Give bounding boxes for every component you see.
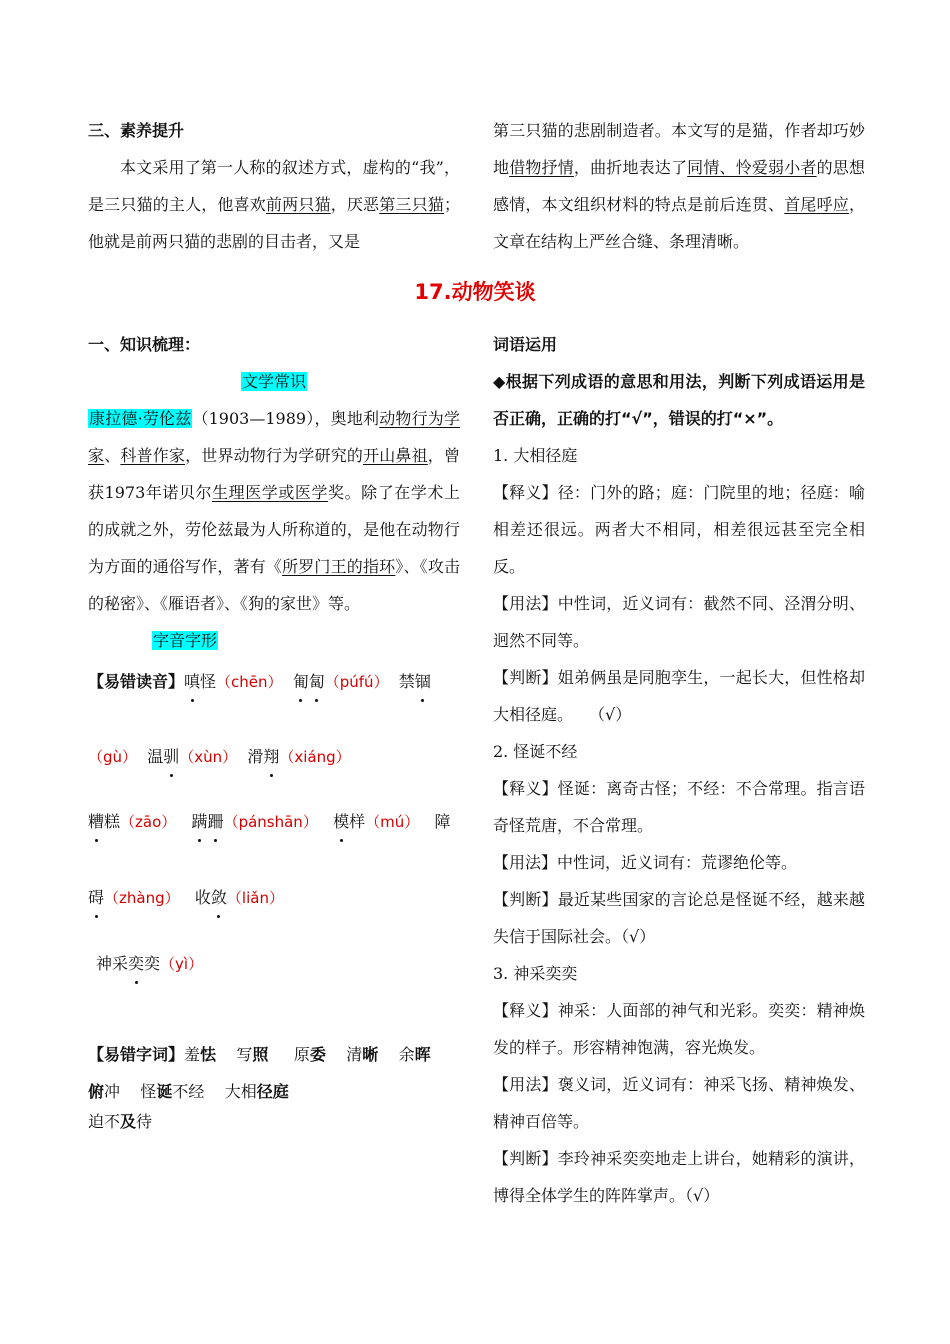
text: 本文采用了第一人称的叙述方式，虚构的“我”，是三只猫的主人，他喜欢 bbox=[88, 158, 460, 214]
idiom-yongfa: 【用法】褒义词，近义词有：神采飞扬、精神焕发、精神百倍等。 bbox=[493, 1075, 865, 1131]
suyang-paragraph-continued bbox=[493, 112, 865, 260]
idiom-panduan: 【判断】李玲神采奕奕地走上讲台，她精彩的演讲，博得全体学生的阵阵掌声。（√） bbox=[493, 1149, 865, 1205]
pinyin: （zhàng） bbox=[104, 889, 180, 907]
dotted-char: 奕 bbox=[128, 945, 144, 982]
section-heading-zhishi: 一、知识梳理： bbox=[88, 335, 201, 354]
pron-item bbox=[192, 812, 318, 831]
author-name: 康拉德·劳伦兹 bbox=[89, 409, 192, 428]
underlined-term: 同情、怜爱弱小者 bbox=[687, 158, 817, 177]
pron-line-4 bbox=[88, 879, 460, 917]
instruction: ◆根据下列成语的意思和用法，判断下列成语运用是否正确，正确的打“√”，错误的打“×”。 bbox=[493, 372, 865, 428]
pron-item: 禁锢 bbox=[399, 672, 431, 691]
dotted-char: 糟 bbox=[88, 803, 104, 840]
text: ，文章在结构上严丝合缝、条理清晰。 bbox=[493, 195, 865, 251]
right-column bbox=[493, 326, 865, 1214]
pron-item: 滑翔（xiáng） bbox=[247, 747, 350, 766]
pron-item: 温驯（xùn） bbox=[147, 747, 237, 766]
pron-item: 收敛（liǎn） bbox=[195, 888, 284, 907]
text: ，曾获1973年诺贝尔 bbox=[88, 446, 460, 502]
pron-item bbox=[293, 672, 389, 691]
pinyin: （mú） bbox=[365, 813, 420, 831]
underlined-term: 第三只猫 bbox=[379, 195, 444, 214]
idiom-title: 3. 神采奕奕 bbox=[493, 964, 578, 983]
pron-line-2 bbox=[88, 738, 460, 776]
text: 》、《攻击的秘密》、《雁语者》、《狗的家世》等。 bbox=[88, 557, 460, 613]
dotted-char: 锢 bbox=[415, 663, 431, 700]
text: 奖。除了在学术上的成就之外，劳伦兹最为人所称道的，是他在动物行为方面的通俗写作，著有《 bbox=[88, 483, 460, 576]
pron-line-5: 神采奕奕（yì） bbox=[88, 945, 460, 983]
pron-item: 模样（mú） bbox=[333, 812, 419, 831]
idiom-item-3 bbox=[493, 955, 865, 1214]
text: （1903—1989），奥地利 bbox=[192, 409, 380, 428]
pron-line-3 bbox=[88, 803, 460, 841]
pinyin: （zāo） bbox=[120, 813, 177, 831]
dotted-char: 匍 bbox=[293, 663, 309, 700]
pinyin: （chēn） bbox=[216, 673, 283, 691]
text: 、 bbox=[104, 446, 121, 465]
pron-label: 【易错读音】 bbox=[88, 672, 185, 691]
underlined-term: 首尾呼应 bbox=[784, 195, 849, 214]
underlined-term: 前两只猫 bbox=[265, 195, 331, 214]
idiom-shiyi: 【释义】怪诞：离奇古怪；不经：不合常理。指言语奇怪荒唐，不合常理。 bbox=[493, 779, 865, 835]
words-line-1: 【易错字词】羞怯 写照 原委 清晰 余晖 bbox=[88, 1045, 431, 1064]
dotted-char: 蹒 bbox=[192, 803, 208, 840]
pinyin: （xiáng） bbox=[279, 748, 351, 766]
label-lit-row bbox=[88, 363, 460, 400]
pron-item: 嗔怪（chēn） bbox=[184, 672, 283, 691]
dotted-char: 碍 bbox=[88, 879, 104, 916]
text: ，厌恶 bbox=[330, 195, 380, 214]
dotted-char: 跚 bbox=[208, 803, 224, 840]
underlined-term: 借物抒情 bbox=[509, 158, 574, 177]
suyang-paragraph bbox=[88, 149, 460, 260]
pron-line-1 bbox=[88, 663, 460, 701]
pinyin: （púfú） bbox=[324, 673, 389, 691]
idiom-panduan: 【判断】姐弟俩虽是同胞孪生，一起长大，但性格却大相径庭。 （√） bbox=[493, 668, 865, 724]
idiom-shiyi: 【释义】神采：人面部的神气和光彩。奕奕：精神焕发的样子。形容精神饱满，容光焕发。 bbox=[493, 1001, 865, 1057]
dotted-char: 驯 bbox=[163, 738, 179, 775]
idiom-panduan: 【判断】最近某些国家的言论总是怪诞不经，越来越失信于国际社会。（√） bbox=[493, 890, 865, 946]
idiom-yongfa: 【用法】中性词，近义词有：荒谬绝伦等。 bbox=[493, 853, 798, 872]
words-line-3: 迫不及待 bbox=[88, 1112, 153, 1131]
text: 的思想感情，本文组织材料的特点是前后连贯、 bbox=[493, 158, 865, 214]
left-column bbox=[88, 326, 460, 1134]
underlined-term: 所罗门王的指环 bbox=[282, 557, 396, 576]
underlined-term: 科普作家 bbox=[120, 446, 186, 465]
top-right-section bbox=[493, 112, 865, 260]
pron-item: 糟糕（zāo） bbox=[88, 812, 176, 831]
label-char-row bbox=[88, 622, 460, 659]
dotted-char: 模 bbox=[333, 803, 349, 840]
underlined-term: 开山鼻祖 bbox=[363, 446, 428, 465]
pinyin: （liǎn） bbox=[226, 889, 284, 907]
underlined-term: 动物行为学家 bbox=[88, 409, 460, 465]
dotted-char: 嗔 bbox=[184, 663, 200, 700]
text: 第三只猫的悲剧制造者。本文写的是猫，作者却巧妙地 bbox=[493, 121, 865, 177]
idiom-item-2 bbox=[493, 733, 865, 955]
pinyin: （xùn） bbox=[179, 748, 238, 766]
idiom-item-1 bbox=[493, 437, 865, 733]
text: ，曲折地表达了 bbox=[573, 158, 688, 177]
section-heading-suyang: 三、素养提升 bbox=[88, 121, 185, 140]
dotted-char: 匐 bbox=[309, 663, 325, 700]
text: 障 bbox=[434, 812, 451, 831]
lit-paragraph bbox=[88, 400, 460, 622]
label-wenxue-changshi: 文学常识 bbox=[241, 372, 306, 391]
text: ，世界动物行为学研究的 bbox=[185, 446, 364, 465]
idiom-title: 2. 怪诞不经 bbox=[493, 742, 578, 761]
pinyin: （yì） bbox=[160, 955, 204, 973]
pronunciation-block bbox=[88, 663, 460, 983]
label-ziyin-zixing: 字音字形 bbox=[153, 631, 218, 650]
pinyin: （pánshān） bbox=[223, 813, 318, 831]
idiom-yongfa: 【用法】中性词，近义词有：截然不同、泾渭分明、迥然不同等。 bbox=[493, 594, 865, 650]
dotted-char: 翔 bbox=[263, 738, 279, 775]
section-heading-ciyu: 词语运用 bbox=[493, 335, 558, 354]
top-left-section bbox=[88, 112, 460, 260]
pinyin: （gù） bbox=[88, 748, 138, 766]
words-block bbox=[88, 1036, 460, 1134]
words-label: 【易错字词】 bbox=[88, 1045, 185, 1064]
underlined-term: 生理医学或医学 bbox=[212, 483, 329, 502]
words-line-2: 俯冲 怪诞不经 大相径庭 bbox=[88, 1082, 289, 1101]
lesson-title: 17.动物笑谈 bbox=[414, 280, 536, 304]
text: ；他就是前两只猫的悲剧的目击者，又是 bbox=[88, 195, 460, 251]
dotted-char: 敛 bbox=[211, 879, 227, 916]
idiom-shiyi: 【释义】径：门外的路；庭：门院里的地；径庭：喻相差还很远。两者大不相同，相差很远甚至完全相反。 bbox=[493, 483, 865, 576]
idiom-title: 1. 大相径庭 bbox=[493, 446, 578, 465]
